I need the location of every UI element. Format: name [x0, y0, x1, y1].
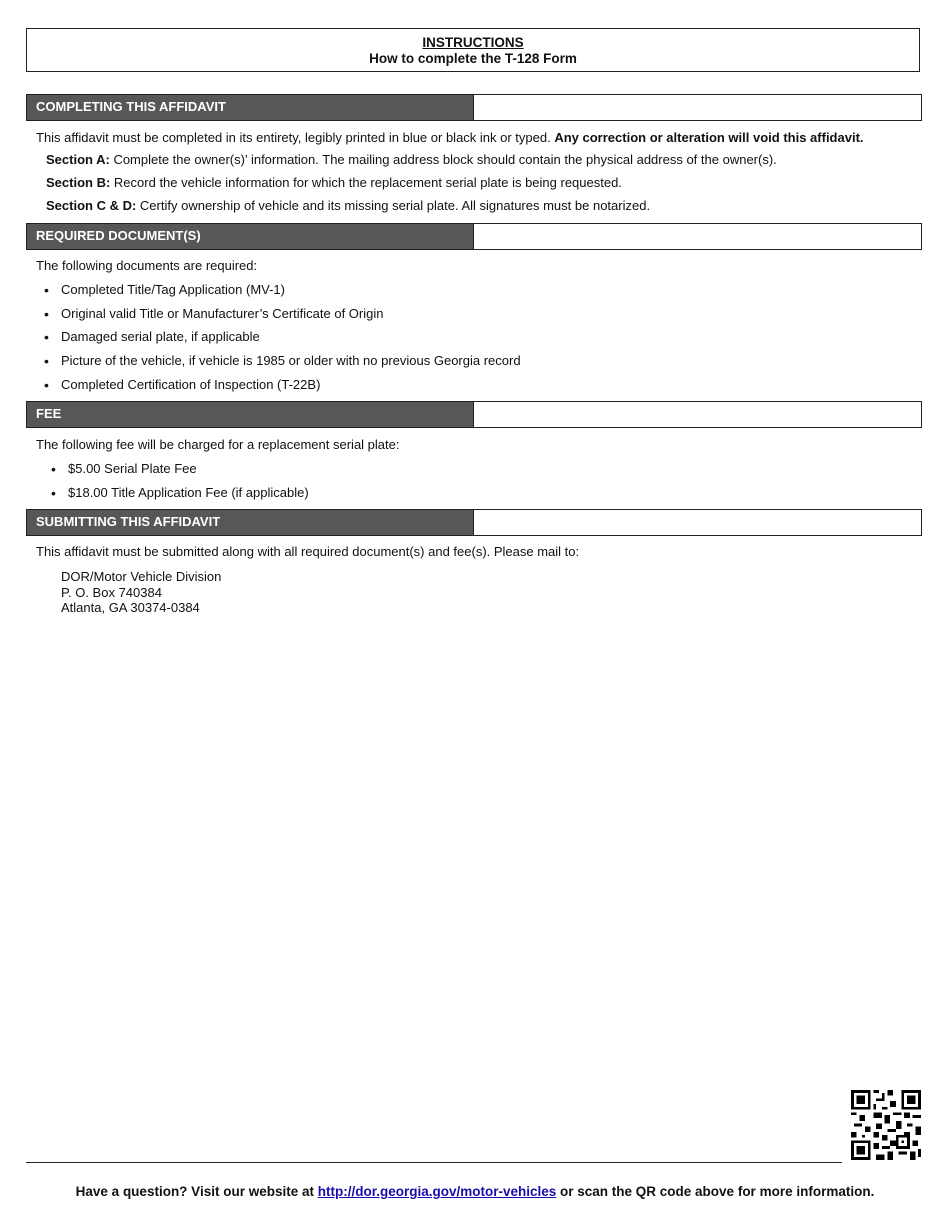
list-item: • Original valid Title or Manufacturer’s Certificate of Origin — [36, 306, 521, 330]
fee-list — [36, 461, 309, 509]
section-cd-instruction — [46, 198, 650, 213]
section-heading: SUBMITTING THIS AFFIDAVIT — [27, 510, 474, 535]
submitting-section-header — [26, 509, 922, 536]
section-cd-text: Certify ownership of vehicle and its missing serial plate. All signatures must be notarized. — [139, 198, 651, 213]
section-a-text: Complete the owner(s)’ information. The mailing address block should contain the physical address of the owner(s). — [113, 152, 777, 167]
section-header-blank — [474, 402, 921, 427]
section-cd-label: Section C & D: — [46, 198, 137, 213]
instructions-header — [26, 28, 920, 72]
completing-section-header — [26, 94, 922, 121]
section-a-label: Section A: — [46, 152, 110, 167]
section-a-instruction — [46, 152, 777, 167]
list-item: • $5.00 Serial Plate Fee — [36, 461, 309, 485]
section-heading: REQUIRED DOCUMENT(S) — [27, 224, 474, 249]
footer-divider — [26, 1162, 842, 1163]
completing-intro — [36, 130, 864, 145]
completing-intro-warning: Any correction or alteration will void this affidavit. — [554, 130, 864, 145]
section-b-label: Section B: — [46, 175, 111, 190]
required-section-header — [26, 223, 922, 250]
list-item: • Completed Certification of Inspection (T-22B) — [36, 377, 521, 401]
section-header-blank — [474, 510, 921, 535]
section-header-blank — [474, 224, 921, 249]
footer-note — [0, 1184, 950, 1199]
fee-section-header — [26, 401, 922, 428]
section-b-instruction — [46, 175, 622, 190]
website-link[interactable]: http://dor.georgia.gov/motor-vehicles — [317, 1184, 557, 1199]
list-item: • $18.00 Title Application Fee (if applicable) — [36, 485, 309, 509]
list-item: • Picture of the vehicle, if vehicle is 1985 or older with no previous Georgia record — [36, 353, 521, 377]
required-intro: The following documents are required: — [36, 258, 258, 273]
completing-intro-text: This affidavit must be completed in its entirety, legibly printed in blue or black ink or typed. — [36, 130, 551, 145]
address-line: Atlanta, GA 30374-0384 — [61, 600, 200, 615]
page-subtitle: How to complete the T-128 Form — [369, 51, 577, 66]
address-line: DOR/Motor Vehicle Division — [61, 569, 222, 584]
section-heading: COMPLETING THIS AFFIDAVIT — [27, 95, 474, 120]
section-heading: FEE — [27, 402, 474, 427]
required-documents-list — [36, 282, 521, 400]
qr-code-icon[interactable] — [851, 1090, 921, 1160]
fee-intro: The following fee will be charged for a replacement serial plate: — [36, 437, 400, 452]
section-header-blank — [474, 95, 921, 120]
mailing-address — [61, 569, 221, 616]
footer-suffix: or scan the QR code above for more information. — [556, 1184, 875, 1199]
section-b-text: Record the vehicle information for which the replacement serial plate is being requested. — [113, 175, 622, 190]
list-item: • Completed Title/Tag Application (MV-1) — [36, 282, 521, 306]
page-title: INSTRUCTIONS — [422, 35, 524, 50]
footer-prefix: Have a question? Visit our website at — [75, 1184, 318, 1199]
list-item: • Damaged serial plate, if applicable — [36, 329, 521, 353]
address-line: P. O. Box 740384 — [61, 584, 162, 600]
submitting-intro: This affidavit must be submitted along with all required document(s) and fee(s). Please mail to: — [36, 544, 580, 559]
